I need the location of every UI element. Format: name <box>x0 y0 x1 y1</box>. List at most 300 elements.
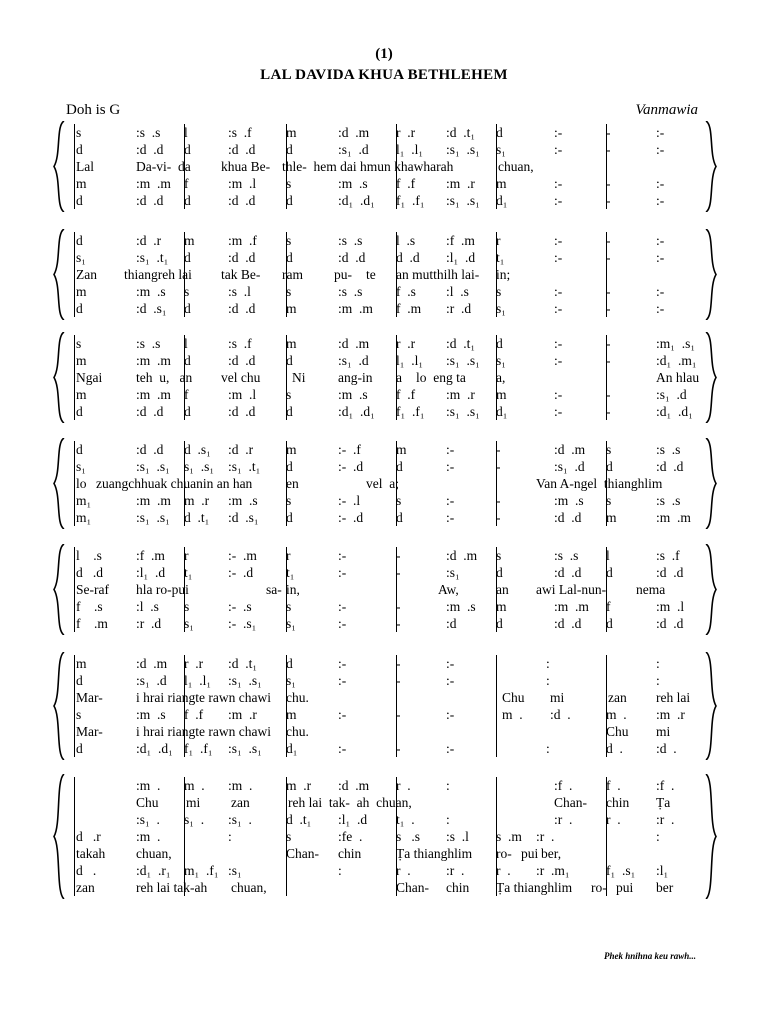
notation-text: :m .m <box>136 353 171 368</box>
notation-text: chin <box>446 880 470 895</box>
notation-text: d <box>286 142 293 157</box>
notation-text: d₁ <box>286 741 298 756</box>
notation-text: :- <box>554 250 563 265</box>
notation-text: :- <box>446 459 455 474</box>
notation-text: - <box>606 125 611 140</box>
notation-text: m <box>286 336 297 351</box>
notation-text: i hrai riangte rawn chawi <box>136 724 271 739</box>
notation-text: d <box>606 459 613 474</box>
notation-text: f . <box>606 778 621 793</box>
notation-line <box>66 706 706 723</box>
notation-text: d <box>286 193 293 208</box>
notation-text: d <box>184 301 191 316</box>
notation-text: s₁ <box>496 301 506 316</box>
notation-text: :d .m <box>338 336 370 351</box>
notation-line <box>66 192 706 209</box>
notation-text: d <box>76 741 83 756</box>
notation-line <box>66 723 706 740</box>
notation-line <box>66 740 706 757</box>
notation-text: :l₁ .d <box>136 565 166 580</box>
bar-line <box>286 794 287 811</box>
notation-text: m <box>76 284 87 299</box>
notation-text: :l₁ <box>656 863 669 878</box>
notation-text: - <box>606 250 611 265</box>
notation-text: :r . <box>536 829 555 844</box>
notation-text: :d₁ .r₁ <box>136 863 171 878</box>
notation-text: r <box>286 548 291 563</box>
notation-text: :m .m <box>136 387 171 402</box>
notation-text: nema <box>636 582 666 597</box>
hymn-title: LAL DAVIDA KHUA BETHLEHEM <box>260 67 508 83</box>
notation-text: :d₁ .d₁ <box>338 404 375 419</box>
notation-line <box>66 386 706 403</box>
notation-text: Ṭa thianghlim <box>396 846 473 861</box>
notation-text: :r . <box>446 863 465 878</box>
notation-text: :r . <box>656 812 675 827</box>
notation-text: d .t₁ <box>184 510 210 525</box>
left-brace <box>52 121 66 212</box>
notation-line <box>66 124 706 141</box>
bar-line <box>74 879 75 896</box>
notation-text: :s .f <box>228 336 252 351</box>
notation-text: s <box>286 387 292 402</box>
notation-text: :r .d <box>136 616 162 631</box>
notation-text: d <box>286 404 293 419</box>
key-signature: Doh is G <box>66 102 121 118</box>
bar-line <box>496 475 497 492</box>
notation-text: :- <box>554 353 563 368</box>
bar-line <box>74 689 75 706</box>
bar-line <box>74 492 75 509</box>
notation-text: d <box>286 510 293 525</box>
bar-line <box>496 672 497 689</box>
notation-text: :m .s <box>338 387 368 402</box>
bar-line <box>496 706 497 723</box>
notation-text: mi <box>656 724 671 739</box>
notation-text: :d .t₁ <box>446 125 476 140</box>
notation-text: m <box>76 656 87 671</box>
notation-text: - <box>606 176 611 191</box>
notation-text: s <box>286 829 292 844</box>
notation-text: :d .m <box>136 656 168 671</box>
notation-text: Chu <box>136 795 159 810</box>
notation-text: - <box>606 142 611 157</box>
notation-text: :d . <box>656 741 677 756</box>
notation-text: :m .l <box>228 176 257 191</box>
notation-text: i hrai riangte rawn chawi <box>136 690 271 705</box>
notation-text: :- <box>656 125 665 140</box>
notation-text: :s₁ .d <box>554 459 585 474</box>
music-system <box>58 335 710 426</box>
notation-text: :- <box>554 142 563 157</box>
notation-text: :d₁ .d₁ <box>338 193 375 208</box>
notation-text: Mar- <box>76 690 103 705</box>
notation-text: : <box>656 656 660 671</box>
bar-line <box>74 403 75 420</box>
notation-text: t₁ <box>286 565 295 580</box>
notation-text: en <box>286 476 299 491</box>
notation-text: Mar- <box>76 724 103 739</box>
notation-text: m <box>76 387 87 402</box>
notation-text: d <box>76 193 83 208</box>
notation-line <box>66 475 706 492</box>
notation-text: chuan, <box>498 159 534 174</box>
notation-text: - <box>606 193 611 208</box>
notation-text: r <box>184 548 189 563</box>
notation-text: - <box>606 301 611 316</box>
notation-text: l₁ .l₁ <box>396 353 424 368</box>
notation-text: - <box>606 404 611 419</box>
notation-text: r . <box>396 863 411 878</box>
notation-text: :s .s <box>338 284 363 299</box>
notation-text: :d .d <box>228 142 256 157</box>
notation-text: f .s <box>396 284 416 299</box>
right-brace <box>704 774 718 899</box>
notation-text: m . <box>184 778 205 793</box>
notation-text: :l .s <box>136 599 159 614</box>
left-brace <box>52 438 66 529</box>
right-brace <box>704 229 718 320</box>
left-brace <box>52 332 66 423</box>
notation-text: d <box>76 233 83 248</box>
bar-line <box>496 740 497 757</box>
notation-text: :fe . <box>338 829 363 844</box>
notation-text: :m .s <box>228 493 258 508</box>
notation-text: s₁ <box>76 459 86 474</box>
notation-line <box>66 335 706 352</box>
bar-line <box>184 794 185 811</box>
notation-text: s₁ .s₁ <box>184 459 215 474</box>
notation-text: f₁ .f₁ <box>396 193 425 208</box>
notation-text: d <box>286 459 293 474</box>
notation-text: :- .f <box>338 442 361 457</box>
notation-text: :- <box>554 404 563 419</box>
notation-text: in; <box>496 267 511 282</box>
bar-line <box>74 458 75 475</box>
notation-text: :- <box>656 284 665 299</box>
notation-text: d . <box>606 741 623 756</box>
notation-text: hla ro-pui <box>136 582 189 597</box>
bar-line <box>184 845 185 862</box>
bar-line <box>74 581 75 598</box>
notation-text: d <box>286 656 293 671</box>
notation-text: :l₁ .d <box>338 812 368 827</box>
notation-text: - <box>396 673 401 688</box>
bar-line <box>74 335 75 352</box>
notation-text: :m .m <box>136 493 171 508</box>
notation-line <box>66 509 706 526</box>
notation-text: :d .t₁ <box>446 336 476 351</box>
notation-text: :d .m <box>554 442 586 457</box>
notation-text: - <box>496 459 501 474</box>
notation-text: - <box>606 233 611 248</box>
notation-text: :s₁ .s₁ <box>136 459 170 474</box>
bar-line <box>74 564 75 581</box>
notation-text: s <box>76 125 82 140</box>
notation-text: l .s <box>76 548 102 563</box>
notation-text: - <box>396 565 401 580</box>
bar-line <box>74 352 75 369</box>
bar-line <box>74 283 75 300</box>
bar-line <box>74 706 75 723</box>
notation-text: Zan <box>76 267 97 282</box>
notation-text: d <box>286 250 293 265</box>
notation-line <box>66 458 706 475</box>
notation-text: :d .s₁ <box>136 301 167 316</box>
notation-text: :s₁ . <box>136 812 160 827</box>
notation-text: :m .m <box>554 599 589 614</box>
bar-line <box>74 369 75 386</box>
notation-text: m <box>286 125 297 140</box>
notation-text: :d .d <box>338 250 366 265</box>
notation-text: d <box>286 353 293 368</box>
music-system <box>58 441 710 532</box>
notation-text: :s₁ .d <box>656 387 687 402</box>
bar-line <box>74 158 75 175</box>
notation-text: Van A-ngel thianghlim <box>536 476 663 491</box>
notation-text: :- <box>446 656 455 671</box>
notation-text: mi <box>186 795 201 810</box>
notation-text: :d .r <box>228 442 254 457</box>
notation-text: :m .r <box>446 387 475 402</box>
notation-text: zuangchhuak chuanin an han <box>96 476 253 491</box>
notation-text: f .m <box>396 301 422 316</box>
notation-text: l .s <box>396 233 416 248</box>
notation-text: Ṭa <box>656 795 671 810</box>
bar-line <box>496 777 497 794</box>
notation-text: :m₁ .s₁ <box>656 336 696 351</box>
notation-line <box>66 232 706 249</box>
notation-text: :s .f <box>228 125 252 140</box>
notation-text: lo <box>76 476 87 491</box>
notation-text: r . <box>496 863 511 878</box>
notation-text: a <box>396 370 402 385</box>
notation-text: s <box>396 493 402 508</box>
notation-text: lo eng ta <box>416 370 466 385</box>
bar-line <box>74 386 75 403</box>
notation-text: :d . <box>550 707 571 722</box>
left-brace <box>52 229 66 320</box>
notation-line <box>66 581 706 598</box>
notation-text: :m .l <box>228 387 257 402</box>
notation-text: :- <box>554 233 563 248</box>
notation-text: d <box>496 125 503 140</box>
notation-text: l <box>184 336 188 351</box>
bar-line <box>74 723 75 740</box>
bar-line <box>74 441 75 458</box>
bar-line <box>184 828 185 845</box>
notation-text: :- .s₁ <box>228 616 257 631</box>
notation-text: s <box>496 548 502 563</box>
notation-text: d <box>396 510 403 525</box>
notation-text: chuan, <box>136 846 172 861</box>
notation-text: :f . <box>554 778 573 793</box>
notation-text: ro- <box>496 846 512 861</box>
notation-text: d <box>606 616 613 631</box>
notation-text: :l₁ .d <box>446 250 476 265</box>
notation-line <box>66 283 706 300</box>
notation-text: :- <box>338 741 347 756</box>
notation-text: r .r <box>184 656 204 671</box>
bar-line <box>606 158 607 175</box>
bar-line <box>74 615 75 632</box>
bar-line <box>74 547 75 564</box>
notation-text: reh lai tak- ah chuan, <box>288 795 412 810</box>
notation-line <box>66 352 706 369</box>
notation-text: tak Be- <box>221 267 261 282</box>
notation-text: reh lai tak-ah <box>136 880 208 895</box>
notation-text: :- <box>554 176 563 191</box>
notation-text: :m .s <box>136 284 166 299</box>
notation-line <box>66 672 706 689</box>
notation-text: :m . <box>228 778 253 793</box>
notation-text: :s₁ .t₁ <box>228 459 261 474</box>
bar-line <box>496 655 497 672</box>
notation-text: d <box>184 353 191 368</box>
notation-text: :- .d <box>338 510 364 525</box>
notation-text: vel a; <box>366 476 399 491</box>
notation-text: :s .l <box>446 829 469 844</box>
notation-line <box>66 879 706 896</box>
notation-line <box>66 598 706 615</box>
notation-text: :f .m <box>136 548 165 563</box>
notation-text: : <box>446 778 450 793</box>
notation-text: :r . <box>554 812 573 827</box>
notation-text: s <box>606 493 612 508</box>
notation-text: :d₁ .d₁ <box>136 741 173 756</box>
notation-text: :d .d <box>136 442 164 457</box>
notation-text: :s .l <box>228 284 251 299</box>
notation-text: thiangreh lai <box>124 267 192 282</box>
notation-text: s .s <box>396 829 421 844</box>
notation-text: l <box>606 548 610 563</box>
notation-text: chu. <box>286 724 309 739</box>
notation-text: f₁ .f₁ <box>396 404 425 419</box>
notation-text: r <box>496 233 501 248</box>
notation-line <box>66 655 706 672</box>
notation-text: s <box>76 707 82 722</box>
bar-line <box>74 740 75 757</box>
notation-text: :s₁ .s₁ <box>446 404 480 419</box>
notation-text: :r .d <box>446 301 472 316</box>
notation-text: m <box>496 599 507 614</box>
notation-text: m <box>496 387 507 402</box>
notation-text: d <box>184 404 191 419</box>
bar-line <box>286 862 287 879</box>
notation-text: s <box>286 599 292 614</box>
bar-line <box>74 655 75 672</box>
notation-text: :m .m <box>338 301 373 316</box>
notation-text: :- <box>554 193 563 208</box>
bar-line <box>74 862 75 879</box>
notation-text: d <box>76 404 83 419</box>
notation-text: d .s₁ <box>184 442 211 457</box>
notation-text: - <box>496 442 501 457</box>
notation-text: :d .d <box>656 459 684 474</box>
notation-text: Chan- <box>396 880 429 895</box>
bar-line <box>74 175 75 192</box>
bar-line <box>74 828 75 845</box>
notation-text: :d .d <box>136 404 164 419</box>
notation-text: :s₁ .s₁ <box>446 193 480 208</box>
notation-text: :d .s₁ <box>228 510 259 525</box>
notation-text: Ni <box>292 370 306 385</box>
notation-text: d .r <box>76 829 101 844</box>
bar-line <box>496 794 497 811</box>
bar-line <box>396 723 397 740</box>
notation-line <box>66 141 706 158</box>
notation-text: zan <box>76 880 95 895</box>
notation-text: s .m <box>496 829 522 844</box>
bar-line <box>74 124 75 141</box>
notation-text: :s .s <box>136 336 161 351</box>
notation-text: :s₁ .t₁ <box>136 250 169 265</box>
hymn-number: (1) <box>375 46 393 62</box>
notation-text: m₁ <box>76 493 92 508</box>
notation-text: - <box>606 284 611 299</box>
notation-text: :- <box>338 673 347 688</box>
notation-text: :d .m <box>338 778 370 793</box>
notation-text: :s₁ .d <box>338 142 369 157</box>
notation-text: d <box>496 336 503 351</box>
notation-text: :m .s <box>554 493 584 508</box>
notation-text: m . <box>502 707 523 722</box>
notation-text: :d₁ .d₁ <box>656 404 693 419</box>
notation-text: s₁ <box>286 616 296 631</box>
notation-text: an mutthilh lai- <box>396 267 480 282</box>
right-brace <box>704 438 718 529</box>
notation-text: f <box>184 176 189 191</box>
notation-text: :- <box>338 707 347 722</box>
notation-text: d₁ <box>496 404 508 419</box>
notation-text: m <box>286 301 297 316</box>
notation-text: : <box>546 673 550 688</box>
notation-text: m <box>286 442 297 457</box>
notation-text: :s₁ .s₁ <box>446 142 480 157</box>
notation-text: : <box>338 863 342 878</box>
notation-text: d <box>496 616 503 631</box>
notation-text: f <box>184 387 189 402</box>
notation-text: - <box>396 548 401 563</box>
notation-text: s₁ . <box>184 812 205 827</box>
notation-line <box>66 811 706 828</box>
notation-text: s <box>286 284 292 299</box>
notation-text: f .m <box>76 616 108 631</box>
notation-text: : <box>656 673 660 688</box>
notation-text: :m .s <box>338 176 368 191</box>
notation-text: - <box>606 387 611 402</box>
notation-text: :m .r <box>446 176 475 191</box>
notation-text: m . <box>606 707 627 722</box>
notation-text: :- <box>656 193 665 208</box>
notation-text: :s₁ <box>228 863 242 878</box>
bar-line <box>606 672 607 689</box>
notation-text: :d .d <box>228 353 256 368</box>
notation-text: :s₁ .d <box>136 673 167 688</box>
notation-text: :l .s <box>446 284 469 299</box>
bar-line <box>74 777 75 794</box>
notation-text: s <box>184 599 190 614</box>
bar-line <box>496 723 497 740</box>
left-brace <box>52 544 66 635</box>
notation-text: - <box>396 616 401 631</box>
notation-text: :m .f <box>228 233 257 248</box>
notation-text: :- <box>446 510 455 525</box>
notation-text: :- .l <box>338 493 361 508</box>
bar-line <box>606 845 607 862</box>
notation-text: f .f <box>396 387 416 402</box>
notation-text: s <box>76 336 82 351</box>
